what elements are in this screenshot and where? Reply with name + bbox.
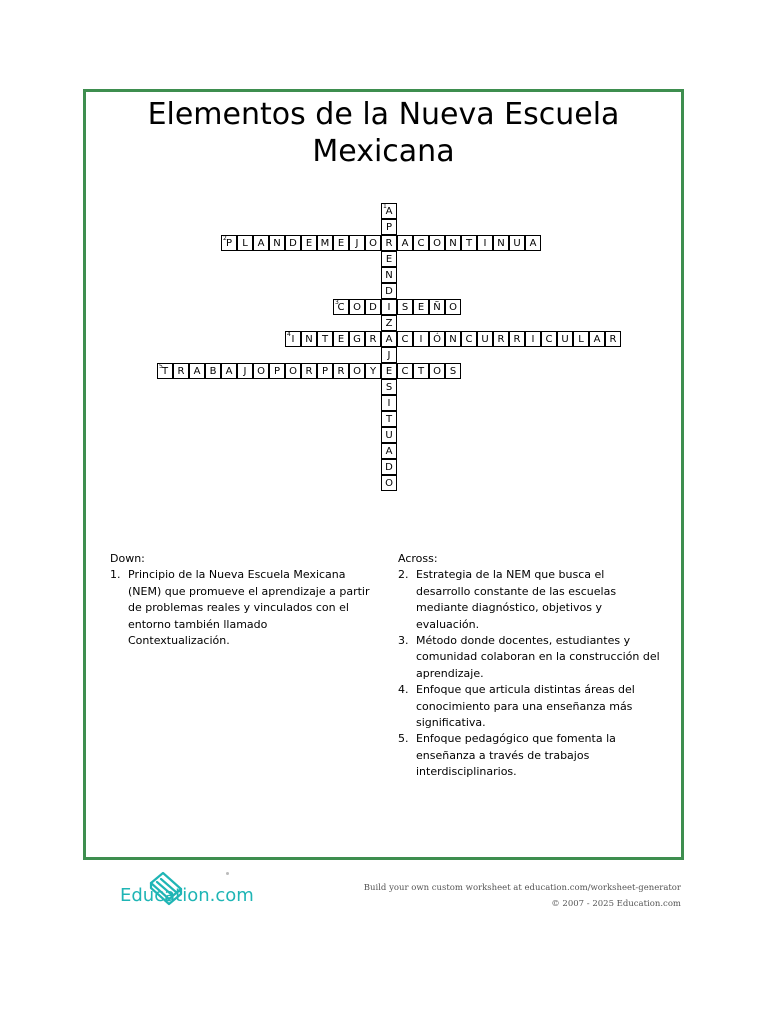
cell-letter: D	[369, 302, 377, 313]
cell-letter: U	[513, 238, 521, 249]
crossword-cell[interactable]	[285, 331, 301, 347]
page-title: Elementos de la Nueva Escuela Mexicana	[147, 97, 620, 169]
cell-letter: C	[465, 334, 473, 345]
clue-index: 1.	[110, 568, 121, 582]
cell-letter: R	[305, 366, 313, 377]
crossword-cell[interactable]	[445, 331, 461, 347]
crossword-cell[interactable]	[173, 363, 189, 379]
crossword-cell[interactable]	[349, 235, 365, 251]
crossword-cell[interactable]	[205, 363, 221, 379]
crossword-cell[interactable]	[365, 331, 381, 347]
crossword-cell[interactable]	[221, 363, 237, 379]
across-header: Across:	[398, 552, 438, 565]
crossword-cell[interactable]	[381, 219, 397, 235]
clue-number: 1	[383, 203, 387, 210]
cell-letter: I	[291, 334, 295, 345]
crossword-cell[interactable]	[317, 235, 333, 251]
cell-letter: O	[289, 366, 297, 377]
crossword-cell[interactable]	[157, 363, 173, 379]
crossword-cell[interactable]	[573, 331, 589, 347]
crossword-cell[interactable]	[381, 379, 397, 395]
cell-letter: B	[209, 366, 217, 377]
crossword-cell[interactable]	[429, 363, 445, 379]
cell-letter: S	[385, 382, 393, 393]
crossword-cell[interactable]	[461, 235, 477, 251]
cell-letter: N	[497, 238, 505, 249]
cell-letter: E	[337, 334, 345, 345]
cell-letter: C	[401, 366, 409, 377]
crossword-cell[interactable]	[525, 235, 541, 251]
cell-letter: N	[273, 238, 281, 249]
cell-letter: E	[305, 238, 313, 249]
crossword-cell[interactable]	[285, 363, 301, 379]
crossword-cell[interactable]	[397, 299, 413, 315]
across-clue	[398, 682, 660, 731]
crossword-cell[interactable]	[381, 203, 397, 219]
clue-number: 3	[335, 299, 339, 306]
cell-letter: Y	[369, 366, 377, 377]
cell-letter: I	[531, 334, 535, 345]
clue-index: 2.	[398, 568, 409, 582]
crossword-cell[interactable]	[349, 331, 365, 347]
cell-letter: M	[320, 238, 330, 249]
crossword-cell[interactable]	[189, 363, 205, 379]
cell-letter: U	[385, 430, 393, 441]
crossword-cell[interactable]	[381, 475, 397, 491]
crossword-cell[interactable]	[429, 235, 445, 251]
crossword-cell[interactable]	[381, 267, 397, 283]
cell-letter: O	[433, 238, 441, 249]
cell-letter: R	[385, 238, 393, 249]
cell-letter: C	[401, 334, 409, 345]
crossword-cell[interactable]	[285, 235, 301, 251]
crossword-cell[interactable]	[381, 395, 397, 411]
cell-letter: N	[449, 238, 457, 249]
clue-text: Estrategia de la NEM que busca el desarrollo constante de las escuelas mediante diagnóstico, objetivos y evaluación.	[416, 568, 617, 631]
cell-letter: J	[387, 350, 391, 361]
cell-letter: R	[177, 366, 185, 377]
crossword-cell[interactable]	[525, 331, 541, 347]
cell-letter: U	[481, 334, 489, 345]
crossword-cell[interactable]	[477, 235, 493, 251]
crossword-cell[interactable]	[381, 331, 397, 347]
crossword-cell[interactable]	[397, 331, 413, 347]
crossword-cell[interactable]	[493, 331, 509, 347]
cell-letter: S	[449, 366, 457, 377]
cell-letter: A	[593, 334, 601, 345]
crossword-cell[interactable]	[509, 235, 525, 251]
cell-letter: T	[417, 366, 425, 377]
cell-letter: L	[242, 238, 248, 249]
crossword-cell[interactable]	[429, 299, 445, 315]
crossword-cell[interactable]	[365, 299, 381, 315]
cell-letter: I	[483, 238, 487, 249]
crossword-cell[interactable]	[509, 331, 525, 347]
crossword-cell[interactable]	[301, 331, 317, 347]
crossword-cell[interactable]	[413, 363, 429, 379]
cell-letter: A	[385, 446, 393, 457]
cell-letter: U	[561, 334, 569, 345]
crossword-cell[interactable]	[429, 331, 445, 347]
crossword-cell[interactable]	[333, 331, 349, 347]
crossword-cell[interactable]	[237, 363, 253, 379]
cell-letter: J	[243, 366, 247, 377]
crossword-cell[interactable]	[381, 315, 397, 331]
clue-text: Principio de la Nueva Escuela Mexicana (NEM) que promueve el aprendizaje a partir de problemas reales y vinculados con el entorno también llamado Contextualización.	[128, 568, 370, 648]
cell-letter: A	[385, 206, 393, 217]
brand-mark-dot	[226, 872, 229, 875]
crossword-cell[interactable]	[381, 427, 397, 443]
cell-letter: O	[385, 478, 393, 489]
crossword-cell[interactable]	[221, 235, 237, 251]
down-header: Down:	[110, 552, 145, 565]
crossword-cell[interactable]	[349, 363, 365, 379]
cell-letter: A	[529, 238, 537, 249]
crossword-cell[interactable]	[397, 363, 413, 379]
across-clue	[398, 633, 660, 682]
cell-letter: I	[419, 334, 423, 345]
cell-letter: T	[385, 414, 393, 425]
cell-letter: P	[321, 366, 329, 377]
crossword-cell[interactable]	[381, 283, 397, 299]
cell-letter: C	[545, 334, 553, 345]
cell-letter: R	[337, 366, 345, 377]
crossword-cell[interactable]	[445, 235, 461, 251]
crossword-cell[interactable]	[237, 235, 253, 251]
cell-letter: D	[385, 286, 393, 297]
crossword-cell[interactable]	[333, 235, 349, 251]
across-clue	[398, 567, 660, 633]
down-clue	[110, 567, 372, 649]
cell-letter: R	[497, 334, 505, 345]
crossword-cell[interactable]	[413, 331, 429, 347]
cell-letter: S	[401, 302, 409, 313]
crossword-cell[interactable]	[397, 235, 413, 251]
down-clue-list	[110, 567, 372, 649]
clue-number: 4	[287, 331, 291, 338]
cell-letter: N	[305, 334, 313, 345]
crossword-cell[interactable]	[381, 459, 397, 475]
crossword-cell[interactable]	[381, 299, 397, 315]
cell-letter: Ó	[433, 334, 441, 345]
across-clue-list	[398, 567, 660, 780]
cell-letter: E	[417, 302, 425, 313]
footer-copyright: © 2007 - 2025 Education.com	[551, 899, 681, 909]
cell-letter: Z	[385, 318, 393, 329]
cell-letter: L	[578, 334, 584, 345]
crossword-cell[interactable]	[365, 235, 381, 251]
cell-letter: O	[369, 238, 377, 249]
cell-letter: O	[449, 302, 457, 313]
crossword-cell[interactable]	[317, 363, 333, 379]
cell-letter: A	[385, 334, 393, 345]
brand-name: Education.com	[120, 885, 254, 906]
cell-letter: N	[385, 270, 393, 281]
crossword-cell[interactable]	[253, 235, 269, 251]
crossword-cell[interactable]	[365, 363, 381, 379]
cell-letter: A	[257, 238, 265, 249]
crossword-cell[interactable]	[413, 235, 429, 251]
cell-letter: T	[321, 334, 329, 345]
cell-letter: E	[385, 254, 393, 265]
crossword-cell[interactable]	[349, 299, 365, 315]
crossword-cell[interactable]	[381, 443, 397, 459]
cell-letter: O	[257, 366, 265, 377]
cell-letter: P	[385, 222, 393, 233]
across-clues	[398, 551, 660, 781]
footer-generator-link[interactable]: Build your own custom worksheet at education.com/worksheet-generator	[363, 883, 681, 893]
cell-letter: R	[369, 334, 377, 345]
clue-index: 4.	[398, 683, 409, 697]
cell-letter: R	[609, 334, 617, 345]
cell-letter: E	[337, 238, 345, 249]
crossword-cell[interactable]	[381, 235, 397, 251]
crossword-cell[interactable]	[333, 299, 349, 315]
cell-letter: C	[337, 302, 345, 313]
crossword-cell[interactable]	[381, 411, 397, 427]
crossword-cell[interactable]	[317, 331, 333, 347]
clue-text: Enfoque pedagógico que fomenta la enseñanza a través de trabajos interdisciplinarios.	[416, 732, 616, 779]
cell-letter: I	[387, 302, 391, 313]
cell-letter: N	[449, 334, 457, 345]
crossword-cell[interactable]	[269, 363, 285, 379]
crossword-cell[interactable]	[381, 347, 397, 363]
clue-text: Enfoque que articula distintas áreas del conocimiento para una enseñanza más significativa.	[416, 683, 635, 730]
crossword-cell[interactable]	[301, 363, 317, 379]
cell-letter: E	[385, 366, 393, 377]
cell-letter: O	[353, 302, 361, 313]
cell-letter: P	[273, 366, 281, 377]
cell-letter: J	[355, 238, 359, 249]
crossword-cell[interactable]	[445, 363, 461, 379]
cell-letter: Ñ	[433, 302, 441, 313]
cell-letter: A	[225, 366, 233, 377]
cell-letter: D	[289, 238, 297, 249]
crossword-cell[interactable]	[605, 331, 621, 347]
crossword-cell[interactable]	[477, 331, 493, 347]
cell-letter: O	[433, 366, 441, 377]
across-clue	[398, 731, 660, 780]
crossword-cell[interactable]	[445, 299, 461, 315]
cell-letter: C	[417, 238, 425, 249]
crossword-cell[interactable]	[253, 363, 269, 379]
crossword-cell[interactable]	[557, 331, 573, 347]
cell-letter: A	[401, 238, 409, 249]
cell-letter: T	[465, 238, 473, 249]
cell-letter: G	[353, 334, 361, 345]
clue-index: 3.	[398, 634, 409, 648]
crossword-cell[interactable]	[413, 299, 429, 315]
down-clues	[110, 551, 372, 649]
cell-letter: R	[513, 334, 521, 345]
crossword-cell[interactable]	[461, 331, 477, 347]
crossword-cell[interactable]	[269, 235, 285, 251]
clue-index: 5.	[398, 732, 409, 746]
crossword-cell[interactable]	[333, 363, 349, 379]
cell-letter: I	[387, 398, 391, 409]
crossword-cell[interactable]	[381, 363, 397, 379]
crossword-cell[interactable]	[381, 251, 397, 267]
crossword-cell[interactable]	[493, 235, 509, 251]
cell-letter: T	[161, 366, 169, 377]
clue-number: 5	[159, 363, 163, 370]
crossword-cell[interactable]	[301, 235, 317, 251]
crossword-cell[interactable]	[541, 331, 557, 347]
cell-letter: D	[385, 462, 393, 473]
clue-number: 2	[223, 235, 227, 242]
cell-letter: A	[193, 366, 201, 377]
cell-letter: P	[225, 238, 233, 249]
crossword-cell[interactable]	[589, 331, 605, 347]
cell-letter: O	[353, 366, 361, 377]
clue-text: Método donde docentes, estudiantes y comunidad colaboran en la construcción del aprendizaje.	[416, 634, 660, 680]
